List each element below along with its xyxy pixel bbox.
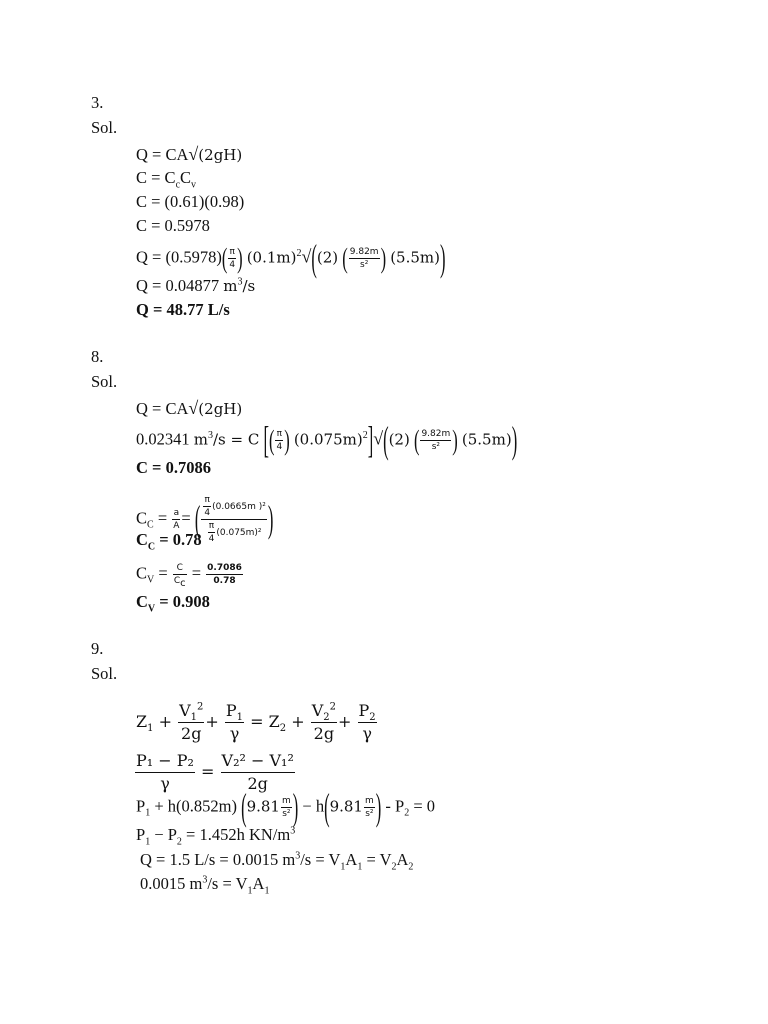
- p8-cv-result: $C_V = 0.908$: [136, 592, 210, 615]
- p8-cv-equation: $C_V$ = $\frac{C}{C_c}$ = $\frac{0.7086}{0.78}$: [136, 563, 242, 589]
- p8-formula-q: Q = CA√(2gH): [136, 398, 243, 418]
- p9-flow-continuity: Q = 1.5 L/s = 0.0015 $m^3/s = V_1A_1 = V_2A_2$: [140, 850, 414, 873]
- p3-formula-q: Q = CA√(2gH): [136, 144, 243, 164]
- p8-cc-result: $C_C = 0.78$: [136, 530, 202, 553]
- p8-cc-equation: $C_C$ = $\frac{a}{A}$ = ( $\frac{\pi}{4}$ (0.0665m )² $\frac{\pi}{4}$ (0.075m)² ): [136, 495, 274, 544]
- p3-q-result-m3s: Q = 0.04877 $m^3/s$: [136, 276, 256, 295]
- p3-c-result: C = 0.5978: [136, 216, 210, 235]
- problem-3-number: 3.: [91, 93, 104, 112]
- p3-final-answer: Q = 48.77 L/s: [136, 300, 230, 319]
- p9-pressure-velocity-equation: $\frac{\text{P₁ − P₂}}{\gamma}$ = $\frac{\text{V₂² − V₁²}}{2g}$: [136, 751, 294, 793]
- problem-8-number: 8.: [91, 347, 104, 366]
- problem-9-sol-label: Sol.: [91, 664, 118, 683]
- p9-bernoulli-equation: $Z_1$ + $\frac{V_1^2}{2g}$ + $\frac{P_1}{\gamma}$ = $Z_2$ + $\frac{V_2^2}{2g}$ + $\frac{P_2}{\gamma}$: [136, 701, 376, 743]
- problem-8-sol-label: Sol.: [91, 372, 118, 391]
- p8-c-result: C = 0.7086: [136, 458, 211, 477]
- p3-c-values: C = (0.61)(0.98): [136, 192, 245, 211]
- p9-flow-v1a1: 0.0015 $m^3/s = V_1A_1$: [140, 874, 270, 897]
- p9-manometer-equation: $P_1 + h(0.852m)$ (9.81 $\frac{m}{\text{s²}}$ ) − h(9.81 $\frac{m}{\text{s²}}$ ) - $P_2 = 0$: [136, 784, 435, 829]
- p8-c-equation: 0.02341 $m^3/s = C$ [( $\frac{\pi}{4}$ ) $(0.075m)^2]√((2)$ ( $\frac{9.82m}{\text{s²}}$ ) (5.5m)): [136, 417, 518, 462]
- p9-pressure-difference: $P_1 - P_2 = 1.452h$ $KN/m^3$: [136, 825, 296, 848]
- p3-q-substitution: Q = (0.5978)( $\frac{\pi}{4}$ ) $(0.1m)^2√((2)$ ( $\frac{9.82m}{\text{s²}}$ ) (5.5m)): [136, 235, 446, 280]
- p3-formula-c: $C = C_cC_v$: [136, 168, 197, 191]
- problem-3-sol-label: Sol.: [91, 118, 118, 137]
- problem-9-number: 9.: [91, 639, 104, 658]
